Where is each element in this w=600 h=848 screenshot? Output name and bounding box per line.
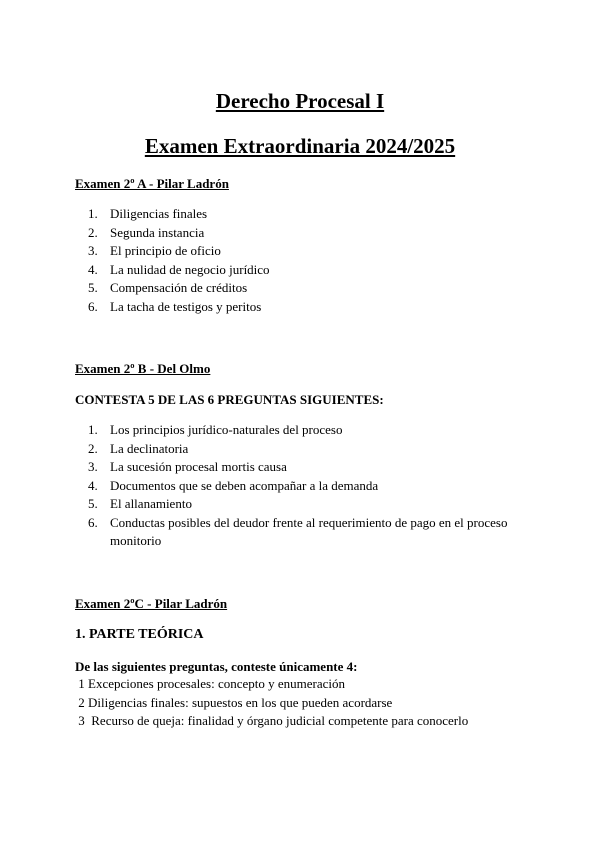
exam-b-instruction: CONTESTA 5 DE LAS 6 PREGUNTAS SIGUIENTES: (75, 392, 384, 407)
item-text: Segunda instancia (110, 224, 205, 240)
list-item (0, 205, 510, 224)
list-item (0, 495, 510, 514)
item-number: 4. (88, 261, 98, 277)
item-text: El allanamiento (110, 496, 192, 511)
item-number: 2. (88, 440, 98, 456)
item-text: Los principios jurídico-naturales del proceso (110, 422, 343, 437)
item-number: 3. (88, 459, 98, 474)
item-text: La declinatoria (110, 440, 189, 456)
exam-c-heading: Examen 2ºC - Pilar Ladrón (75, 596, 228, 611)
exam-b-heading: Examen 2º B - Del Olmo (75, 361, 211, 376)
exam-c-question-3: 3 Recurso de queja: finalidad y órgano judicial competente para conocerlo (75, 713, 469, 728)
list-item (0, 421, 510, 440)
item-number: 2. (88, 224, 98, 240)
exam-title: Examen Extraordinaria 2024/2025 (144, 134, 456, 158)
item-number: 3. (88, 243, 98, 258)
exam-c-instruction: De las siguientes preguntas, conteste únicamente 4: (75, 659, 358, 674)
list-item (0, 440, 510, 459)
item-text: La nulidad de negocio jurídico (110, 261, 270, 277)
course-title: Derecho Procesal I (215, 89, 385, 113)
exam-a-heading: Examen 2º A - Pilar Ladrón (75, 176, 229, 191)
list-item (0, 224, 510, 243)
exam-c-question-1: 1 Excepciones procesales: concepto y enumeración (75, 676, 345, 691)
item-text: Documentos que se deben acompañar a la demanda (110, 477, 379, 493)
exam-a-questions (0, 205, 510, 316)
item-number: 1. (88, 422, 98, 437)
list-item (0, 458, 510, 477)
item-number: 5. (88, 496, 98, 511)
item-text: Conductas posibles del deudor frente al requerimiento de pago en el proceso monitorio (110, 514, 508, 548)
item-number: 6. (88, 514, 98, 530)
list-item (0, 477, 510, 496)
item-text: La tacha de testigos y peritos (110, 298, 262, 314)
item-text: Diligencias finales (110, 206, 208, 221)
item-number: 4. (88, 477, 98, 493)
list-item (0, 279, 510, 298)
exam-c-part-title: 1. PARTE TEÓRICA (75, 627, 204, 642)
exam-c-question-2: 2 Diligencias finales: supuestos en los que pueden acordarse (75, 695, 393, 710)
exam-b-questions (0, 421, 510, 551)
list-item (0, 514, 510, 551)
item-text: La sucesión procesal mortis causa (110, 459, 287, 474)
list-item (0, 261, 510, 280)
list-item (0, 242, 510, 261)
list-item (0, 298, 510, 317)
item-number: 1. (88, 206, 98, 221)
item-text: Compensación de créditos (110, 280, 248, 295)
item-number: 6. (88, 298, 98, 314)
item-text: El principio de oficio (110, 243, 221, 258)
item-number: 5. (88, 280, 98, 295)
